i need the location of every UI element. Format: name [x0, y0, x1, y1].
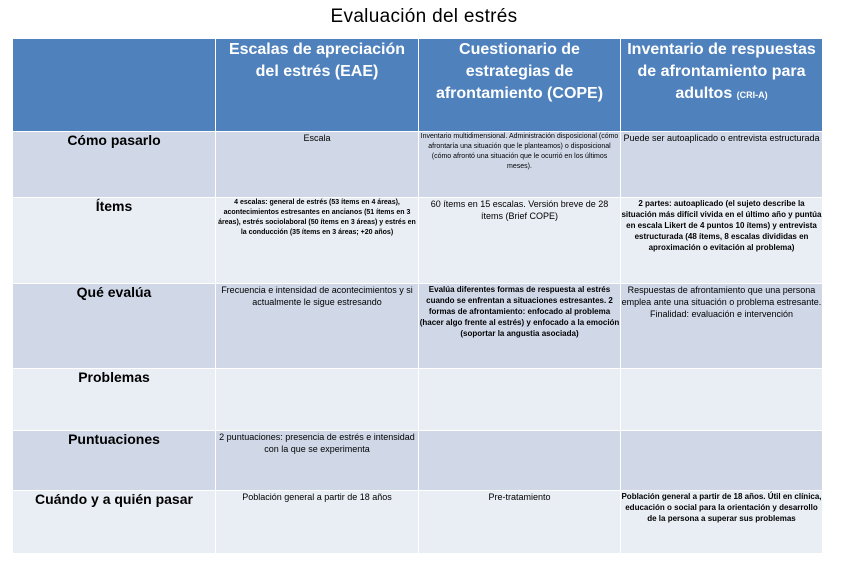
header-cri-a-abbrev: (CRI-A)	[736, 90, 768, 100]
cell-cri-a: Población general a partir de 18 años. Útil en clínica, educación o social para la orientación y desarrollo de la persona a superar sus problemas	[621, 491, 823, 554]
cell-cope	[419, 369, 621, 431]
cell-cri-a: Puede ser autoaplicado o entrevista estructurada	[621, 132, 823, 198]
table-row	[13, 491, 823, 554]
cell-cri-a: 2 partes: autoaplicado (el sujeto describe la situación más difícil vivida en el último año y puntúa en escala Likert de 4 puntos 10 ítems) y entrevista estructurada (48 ítems, 8 escalas divididas en aproximación o evitación al problema)	[621, 198, 823, 284]
cell-cri-a	[621, 369, 823, 431]
row-label: Problemas	[13, 369, 216, 431]
cell-cri-a	[621, 431, 823, 491]
header-empty	[13, 39, 216, 132]
cell-cope: 60 ítems en 15 escalas. Versión breve de 28 ítems (Brief COPE)	[419, 198, 621, 284]
cell-eae: Frecuencia e intensidad de acontecimientos y si actualmente le sigue estresando	[216, 284, 419, 369]
table-row	[13, 284, 823, 369]
row-label: Puntuaciones	[13, 431, 216, 491]
table-row	[13, 198, 823, 284]
cell-eae: 4 escalas: general de estrés (53 ítems en 4 áreas), acontecimientos estresantes en ancianos (51 ítems en 3 áreas), estrés sociolaboral (50 ítems en 3 áreas) y estrés en la conducción (35 ítems en 3 áreas; +20 años)	[216, 198, 419, 284]
header-eae: Escalas de apreciación del estrés (EAE)	[216, 39, 419, 132]
comparison-table	[12, 38, 823, 554]
cell-cri-a: Respuestas de afrontamiento que una persona emplea ante una situación o problema estresante. Finalidad: evaluación e intervención	[621, 284, 823, 369]
cell-cope: Pre-tratamiento	[419, 491, 621, 554]
cell-eae: Población general a partir de 18 años	[216, 491, 419, 554]
cell-eae	[216, 369, 419, 431]
header-cope: Cuestionario de estrategias de afrontamiento (COPE)	[419, 39, 621, 132]
table-row	[13, 431, 823, 491]
cell-eae: Escala	[216, 132, 419, 198]
page-title: Evaluación del estrés	[330, 6, 518, 27]
table-row	[13, 132, 823, 198]
header-row	[13, 39, 823, 132]
cell-eae: 2 puntuaciones: presencia de estrés e intensidad con la que se experimenta	[216, 431, 419, 491]
header-cri-a-main: Inventario de respuestas de afrontamiento para adultos	[627, 41, 816, 102]
header-cri-a	[621, 39, 823, 132]
cell-cope: Inventario multidimensional. Administración disposicional (cómo afrontaría una situación que le planteamos) o disposicional (cómo afrontó una situación que le ocurrió en los últimos meses).	[419, 132, 621, 198]
cell-cope: Evalúa diferentes formas de respuesta al estrés cuando se enfrentan a situaciones estresantes. 2 formas de afrontamiento: enfocado al problema (hacer algo frente al estrés) y enfocado a la emoción (soportar la angustia asociada)	[419, 284, 621, 369]
row-label: Ítems	[13, 198, 216, 284]
row-label: Cuándo y a quién pasar	[13, 491, 216, 554]
cell-cope	[419, 431, 621, 491]
row-label: Cómo pasarlo	[13, 132, 216, 198]
row-label: Qué evalúa	[13, 284, 216, 369]
table-row	[13, 369, 823, 431]
